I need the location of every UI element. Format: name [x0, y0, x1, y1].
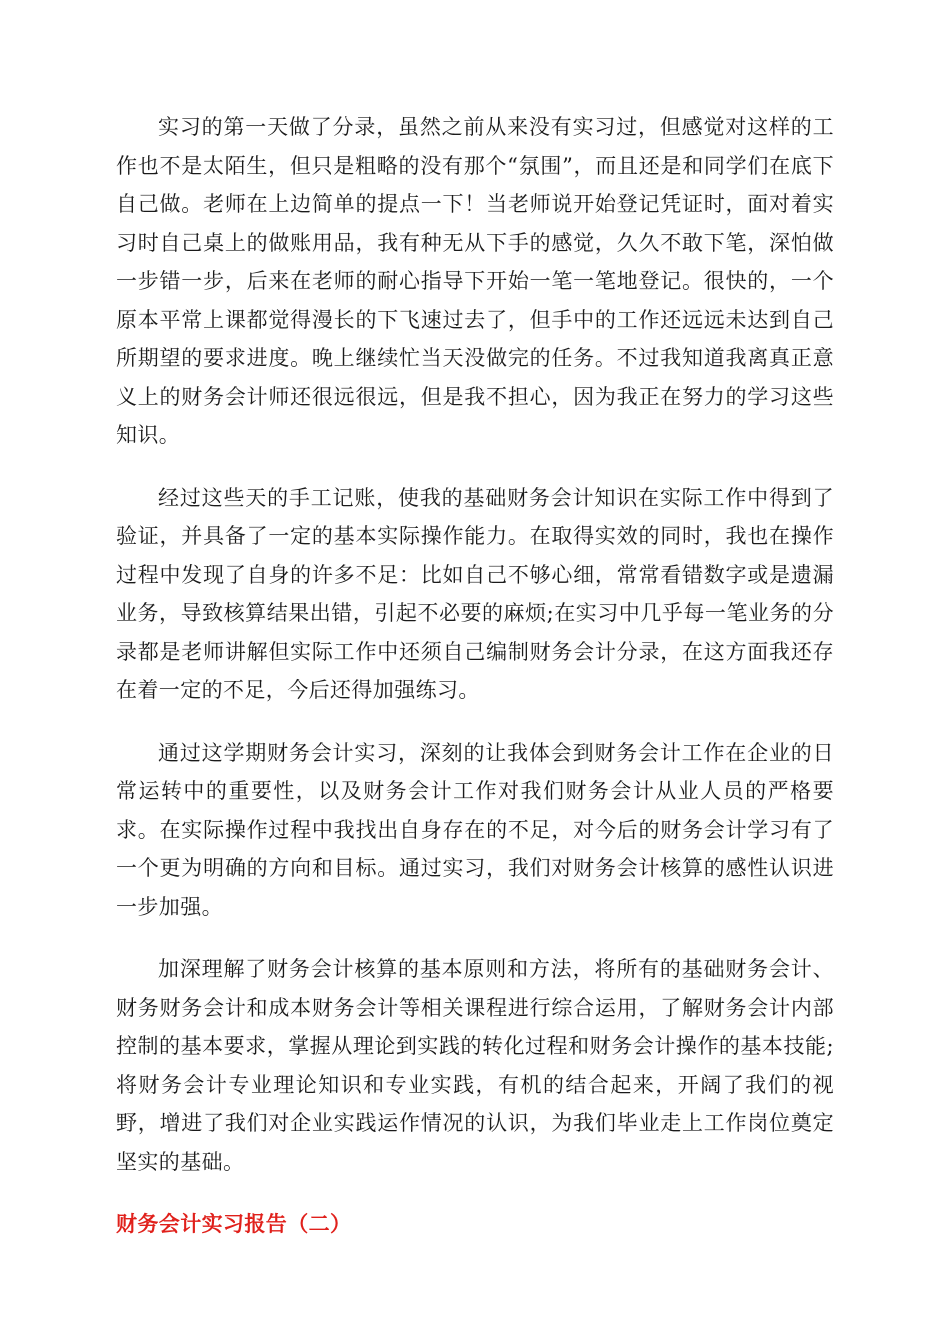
- document-body: [116, 108, 834, 1243]
- body-paragraph-1: 实习的第一天做了分录，虽然之前从来没有实习过，但感觉对这样的工作也不是太陌生，但只是粗略的没有那个“氛围”，而且还是和同学们在底下自己做。老师在上边简单的提点一下！当老师说开始登记凭证时，面对着实习时自己桌上的做账用品，我有种无从下手的感觉，久久不敢下笔，深怕做一步错一步，后来在老师的耐心指导下开始一笔一笔地登记。很快的，一个原本平常上课都觉得漫长的下飞速过去了，但手中的工作还远远未达到自己所期望的要求进度。晚上继续忙当天没做完的任务。不过我知道我离真正意义上的财务会计师还很远很远，但是我不担心，因为我正在努力的学习这些知识。: [116, 115, 834, 447]
- section-heading: 财务会计实习报告（二）: [116, 1212, 352, 1236]
- body-paragraph-2: 经过这些天的手工记账，使我的基础财务会计知识在实际工作中得到了验证，并具备了一定的基本实际操作能力。在取得实效的同时，我也在操作过程中发现了自身的许多不足：比如自己不够心细，常常看错数字或是遗漏业务，导致核算结果出错，引起不必要的麻烦;在实习中几乎每一笔业务的分录都是老师讲解但实际工作中还须自己编制财务会计分录，在这方面我还存在着一定的不足，今后还得加强练习。: [116, 485, 834, 702]
- body-paragraph-3: 通过这学期财务会计实习，深刻的让我体会到财务会计工作在企业的日常运转中的重要性，以及财务会计工作对我们财务会计从业人员的严格要求。在实际操作过程中我找出自身存在的不足，对今后的财务会计学习有了一个更为明确的方向和目标。通过实习，我们对财务会计核算的感性认识进一步加强。: [116, 740, 834, 919]
- body-paragraph-4: 加深理解了财务会计核算的基本原则和方法，将所有的基础财务会计、财务财务会计和成本财务会计等相关课程进行综合运用，了解财务会计内部控制的基本要求，掌握从理论到实践的转化过程和财务会计操作的基本技能;将财务会计专业理论知识和专业实践，有机的结合起来，开阔了我们的视野，增进了我们对企业实践运作情况的认识，为我们毕业走上工作岗位奠定坚实的基础。: [116, 957, 834, 1174]
